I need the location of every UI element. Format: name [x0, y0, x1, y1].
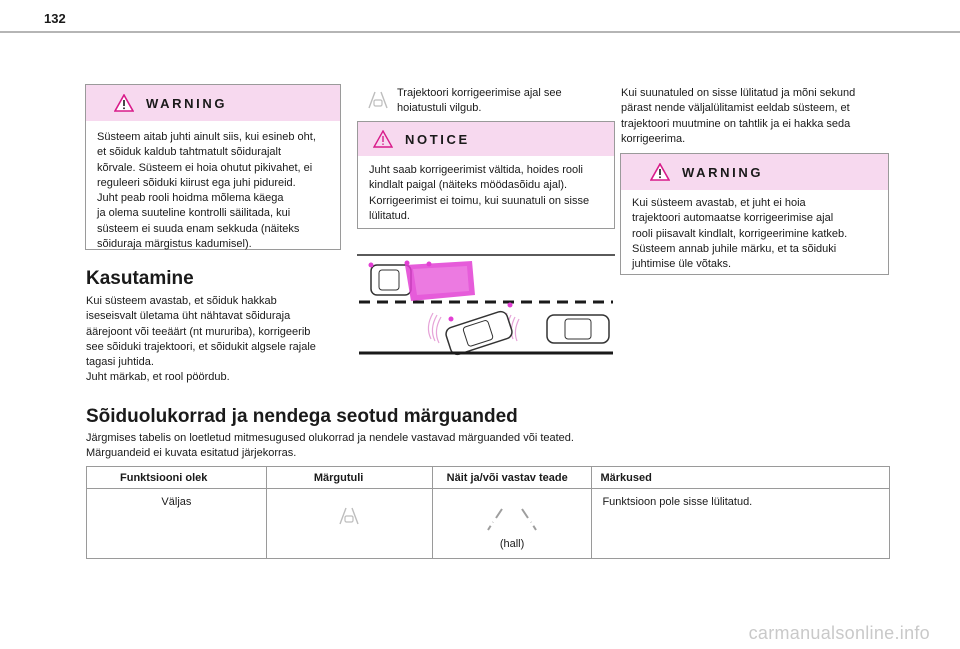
warning-label: WARNING	[682, 164, 764, 180]
page-number: 132	[44, 11, 66, 26]
lane-keeping-gray-icon	[337, 504, 361, 526]
notice-label: NOTICE	[405, 131, 470, 147]
warning-triangle-icon	[114, 94, 134, 112]
usage-text: Kui süsteem avastab, et sõiduk hakkab iseseisvalt ületama üht nähtavat sõiduraja äärejoont või teeäärt (nt mururiba), korrigeerib see sõiduki trajektoori, et sõidukit algsele rajale tagasi juhtida. Juht märkab, et rool pöördub.	[86, 295, 316, 384]
lane-correction-illustration	[357, 257, 615, 357]
display-caption: (hall)	[499, 538, 525, 550]
illustration-top-rule	[357, 254, 615, 256]
warning-box-right-header	[621, 154, 888, 190]
header-divider	[0, 31, 960, 33]
warning-label: WARNING	[146, 95, 228, 111]
column-header: Funktsiooni olek	[87, 467, 267, 489]
column-header: Märgutuli	[266, 467, 432, 489]
notice-triangle-icon	[373, 130, 393, 148]
display-cell	[432, 489, 592, 559]
lane-lines-gray-icon	[482, 506, 542, 532]
warning-box-right	[620, 153, 889, 275]
column-header: Märkused	[592, 467, 890, 489]
indicator-cell	[266, 489, 432, 559]
table-row	[87, 489, 890, 559]
notice-box	[357, 121, 615, 229]
indicator-note: Trajektoori korrigeerimise ajal see hoiatustuli vilgub.	[397, 87, 562, 115]
usage-heading: Kasutamine	[86, 268, 194, 289]
warning-box	[85, 84, 341, 250]
function-state-cell: Väljas	[87, 489, 267, 559]
warning-text-right: Kui süsteem avastab, et juht ei hoia trajektoori automaatse korrigeerimise ajal rooli piisavalt kindlalt, korrigeerimine katkeb. Süsteem annab juhile märku, et ta sõiduki juhtimise üle võtaks.	[632, 197, 848, 271]
signals-table	[86, 466, 890, 559]
warning-box-header	[86, 85, 340, 121]
warning-text: Süsteem aitab juhti ainult siis, kui esineb oht, et sõiduk kaldub tahtmatult sõidurajalt kõrvale. Süsteem ei hoia ohutut pikivahet, ei reguleeri sõiduki kiirust ega juhi pidureid. Juht peab rooli hoidma mõlema käega ja olema suuteline kontrolli säilitada, kui süsteem ei suuda enam sekkuda (näiteks sõiduraja märgistus kadumisel).	[97, 131, 316, 251]
warning-triangle-icon	[650, 163, 670, 181]
section-heading: Sõiduolukorrad ja nendega seotud märguanded	[86, 406, 518, 427]
watermark: carmanualsonline.info	[748, 623, 930, 643]
lane-keeping-icon	[366, 88, 390, 110]
notice-box-header	[358, 122, 614, 156]
remarks-cell: Funktsioon pole sisse lülitatud.	[592, 489, 890, 559]
indicator-intro: Kui suunatuled on sisse lülitatud ja mõni sekund pärast nende väljalülitamist eeldab süsteem, et trajektoori muutmine on tahtlik ja ei hakka seda korrigeerima.	[621, 87, 856, 145]
column-header: Näit ja/või vastav teade	[432, 467, 592, 489]
section-intro: Järgmises tabelis on loetletud mitmesugused olukorrad ja nendele vastavad märguanded või teated. Märguandeid ei kuvata esitatud järjekorras.	[86, 432, 574, 460]
table-header-row	[87, 467, 890, 489]
notice-text: Juht saab korrigeerimist vältida, hoides rooli kindlalt paigal (näiteks möödasõidu ajal). Korrigeerimist ei toimu, kui suunatuli on sisse lülitatud.	[369, 164, 590, 222]
